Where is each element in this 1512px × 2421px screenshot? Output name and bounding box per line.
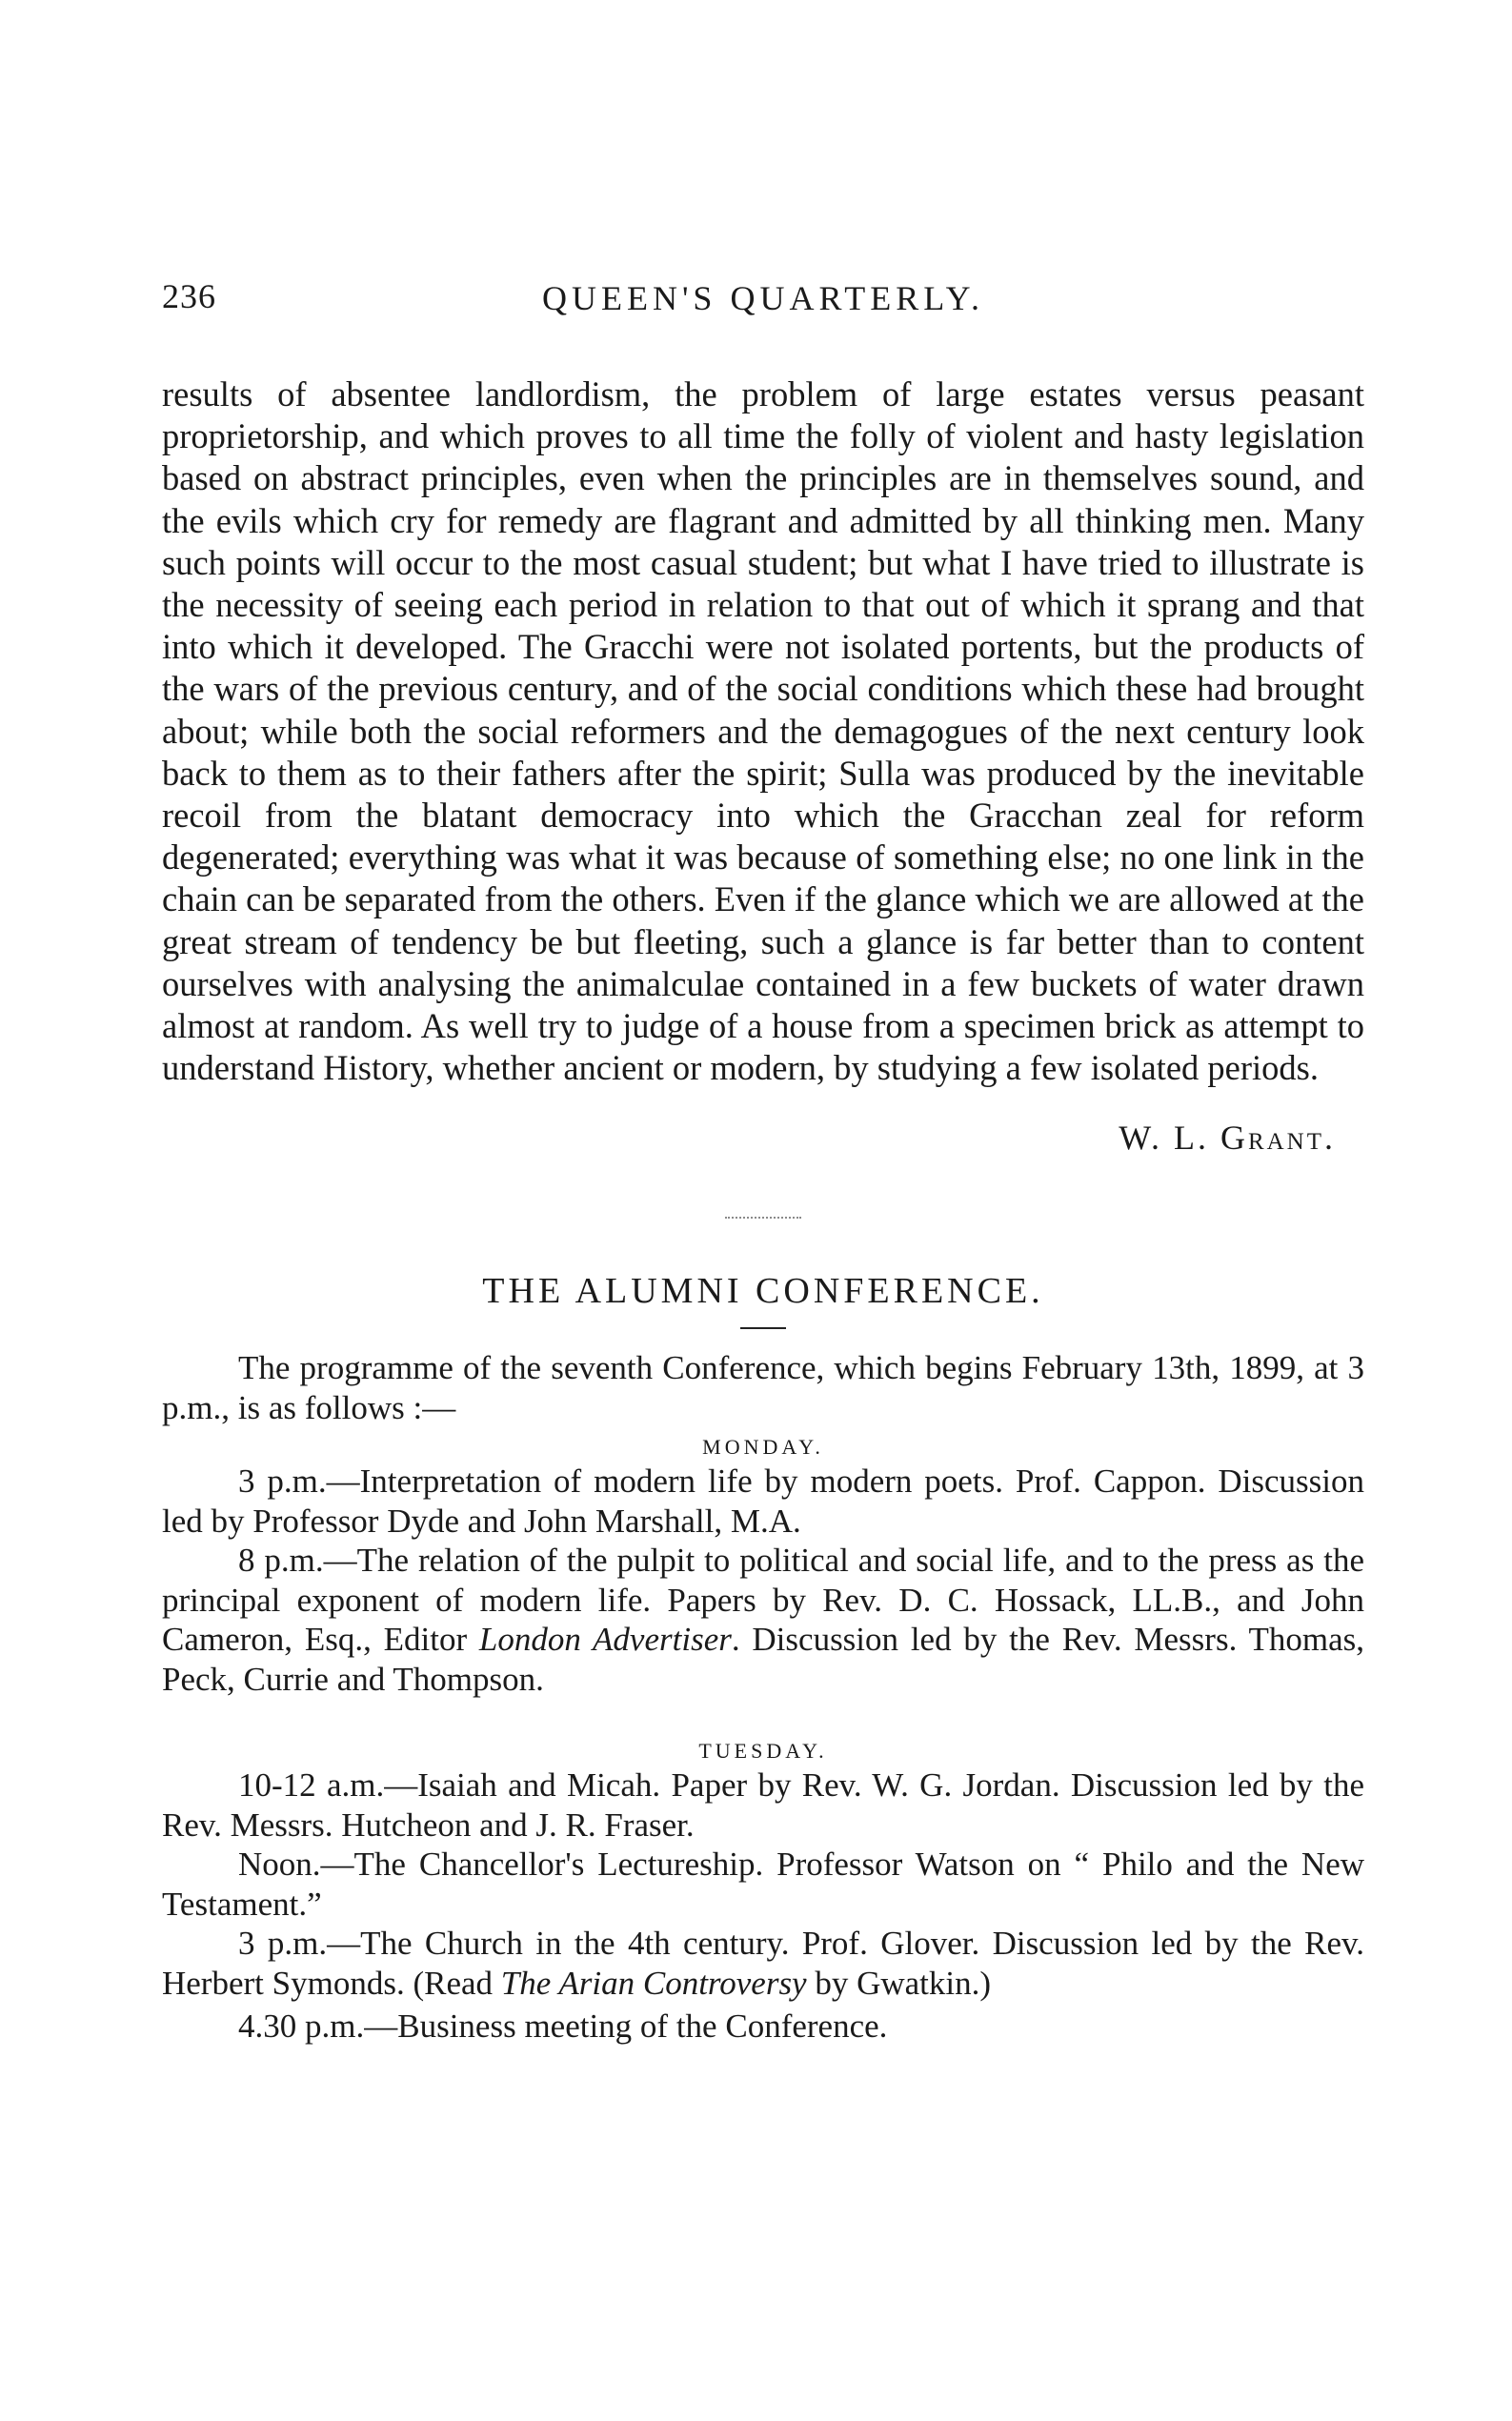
newspaper-title: London Advertiser <box>478 1621 732 1659</box>
programme-item: Noon.—The Chancellor's Lectureship. Professor Watson on “ Philo and the New Testament.” <box>162 1846 1364 1923</box>
programme-item: 10-12 a.m.—Isaiah and Micah. Paper by Rev. W. G. Jordan. Discussion led by the Rev. Messrs. Hutcheon and J. R. Fraser. <box>162 1766 1364 1844</box>
day-heading-monday: MONDAY. <box>702 1435 824 1460</box>
programme-item-text: by Gwatkin.) <box>806 1964 992 2002</box>
programme-item-text: . Discussion led by the Rev. Messrs. Thomas, Peck, Currie and Thompson. <box>162 1621 1364 1698</box>
day-heading-tuesday: TUESDAY. <box>698 1739 828 1764</box>
author-signature: W. L. Grant. <box>1119 1119 1336 1158</box>
title-rule <box>740 1327 786 1329</box>
running-head <box>162 276 1364 324</box>
programme-item: 4.30 p.m.—Business meeting of the Conference. <box>238 2007 888 2046</box>
section-separator <box>725 1217 801 1219</box>
article-closing-paragraph: results of absentee landlordism, the problem of large estates versus peasant proprietorship, and which proves to all time the folly of violent and hasty legislation based on abstract principles, even when the principles are in themselves sound, and the evils which cry for remedy are flagrant and admitted by all thinking men. Many such points will occur to the most casual student; but what I have tried to illustrate is the necessity of seeing each period in relation to that out of which it sprang and that into which it developed. The Gracchi were not isolated portents, but the products of the wars of the previous century, and of the social conditions which these had brought about; while both the social reformers and the demagogues of the next century look back to them as to their fathers after the spirit; Sulla was produced by the inevitable recoil from the blatant democracy into which the Gracchan zeal for reform degenerated; everything was what it was because of something else; no one link in the chain can be separated from the others. Even if the glance which we are allowed at the great stream of tendency be but fleeting, such a glance is far better than to content ourselves with analysing the animalculae contained in a few buckets of water drawn almost at random. As well try to judge of a house from a specimen brick as attempt to understand History, whether ancient or modern, by studying a few isolated periods. <box>162 374 1364 1088</box>
journal-page <box>162 276 1364 2047</box>
programme-intro: The programme of the seventh Conference, which begins February 13th, 1899, at 3 p.m., is as follows :— <box>162 1349 1364 1426</box>
programme-item: 3 p.m.—Interpretation of modern life by modern poets. Prof. Cappon. Discussion led by Professor Dyde and John Marshall, M.A. <box>162 1463 1364 1540</box>
journal-title: QUEEN'S QUARTERLY. <box>541 279 985 317</box>
programme-item <box>162 1924 1364 2003</box>
page-number: 236 <box>162 277 216 315</box>
book-title: The Arian Controversy <box>500 1964 807 2002</box>
conference-programme <box>162 1348 1364 2047</box>
section-title: THE ALUMNI CONFERENCE. <box>482 1271 1044 1312</box>
programme-item-text: 3 p.m.—The Church in the 4th century. Prof. Glover. Discussion led by the Rev. Herbert Symonds. (Read <box>162 1925 1364 2002</box>
programme-item-text: 8 p.m.—The relation of the pulpit to political and social life, and to the press as the principal exponent of modern life. Papers by Rev. D. C. Hossack, LL.B., and John Cameron, Esq., Editor <box>162 1542 1364 1659</box>
programme-item <box>162 1541 1364 1699</box>
